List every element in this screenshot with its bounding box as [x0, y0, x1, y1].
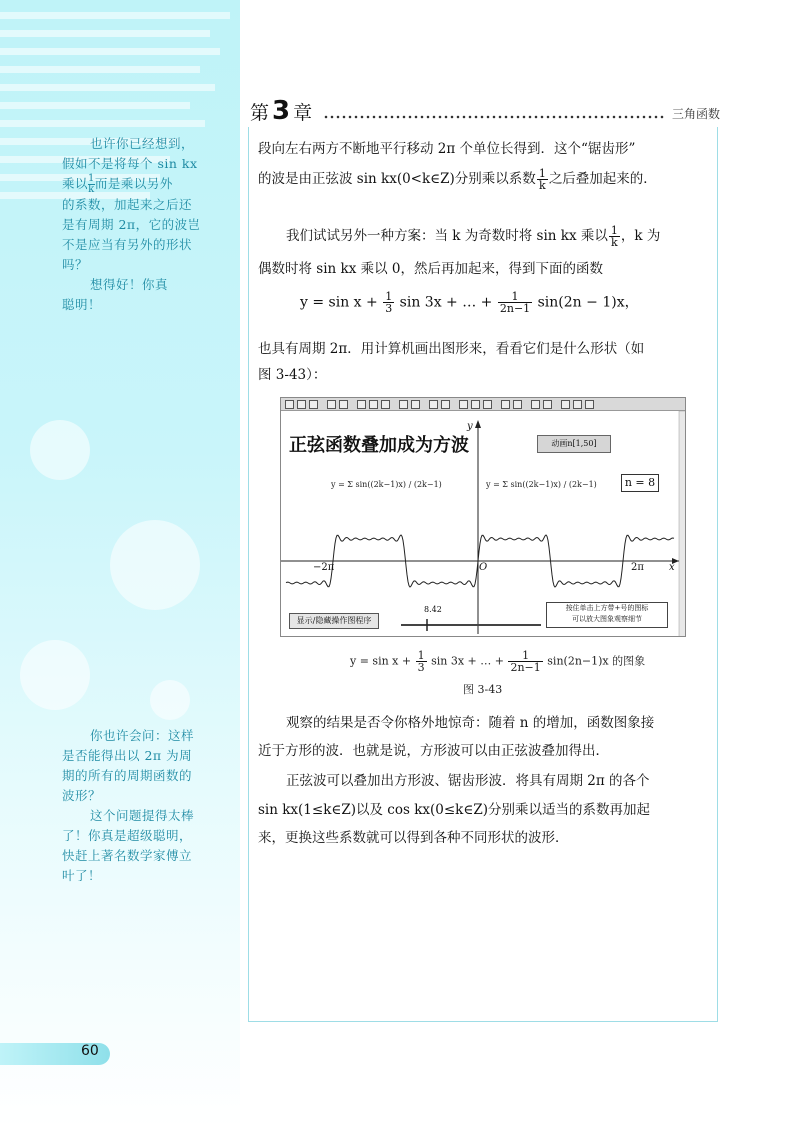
- note1-line7: 吗？: [62, 257, 89, 272]
- cap-frac-1: [416, 650, 427, 673]
- slider-value: 8.42: [424, 605, 442, 614]
- note-frac: [88, 174, 95, 195]
- eq-f2-den: 2n−1: [499, 302, 531, 315]
- paragraph-3: [258, 340, 714, 384]
- figure-title: 正弦函数叠加成为方波: [289, 435, 469, 456]
- cap-f1-den: 3: [417, 661, 425, 674]
- label-neg-2pi: −2π: [313, 562, 335, 573]
- page-number: 60: [81, 1043, 99, 1059]
- chapter-title: 三角函数: [671, 107, 720, 121]
- note-line2: 可以放大图象观察细节: [572, 615, 642, 623]
- formula-right: y = Σ sin((2k−1)x) / (2k−1): [486, 480, 597, 489]
- note3-line3: 期的所有的周期函数的: [62, 768, 193, 783]
- p1-line1: 段向左右两方不断地平行移动 2π 个单位长得到．这个“锯齿形”: [258, 141, 636, 157]
- figure-number: 图 3-43: [463, 683, 503, 696]
- p3-line1: 也具有周期 2π．用计算机画出图形来，看看它们是什么形状（如: [258, 341, 645, 357]
- note1-line4: 的系数，加起来之后还: [62, 197, 193, 212]
- frac-num-2: 1: [610, 224, 618, 237]
- note1-line2: 假如不是将每个 sin kx: [62, 156, 198, 171]
- eq-post: sin(2n − 1)x，: [537, 294, 639, 311]
- axis-label-y: y: [467, 421, 473, 432]
- equation: [300, 291, 700, 314]
- note1-line1: 也许你已经想到，: [90, 136, 195, 151]
- animate-button[interactable]: 动画n[1,50]: [537, 435, 611, 453]
- note3-line1: 你也许会问：这样: [90, 728, 195, 743]
- side-note-1: [62, 134, 222, 315]
- note-box: [546, 602, 668, 628]
- eq-frac-2: [498, 291, 532, 314]
- chapter-label: [250, 96, 313, 126]
- chapter-dots: [323, 115, 664, 119]
- eq-f2-num: 1: [498, 291, 532, 303]
- paragraph-1: [258, 140, 714, 191]
- origin-label: O: [479, 562, 488, 573]
- chapter-prefix: 第: [250, 102, 271, 124]
- chapter-suffix: 章: [293, 102, 314, 124]
- eq-pre: y = sin x +: [300, 294, 378, 311]
- note4-line1: 这个问题提得太棒: [90, 808, 195, 823]
- p1-line2-post: 之后叠加起来的．: [548, 171, 657, 187]
- note1-line3-pre: 乘以: [62, 176, 89, 191]
- note1-line6: 不是应当有另外的形状: [62, 237, 193, 252]
- note-frac-num: 1: [88, 173, 95, 184]
- cap-f2-den: 2n−1: [510, 661, 541, 674]
- p2-line1-pre: 我们试试另外一种方案：当 k 为奇数时将 sin kx 乘以: [286, 228, 608, 244]
- p4-line2: 近于方形的波．也就是说，方形波可以由正弦波叠加得出．: [258, 743, 609, 759]
- eq-mid: sin 3x + … +: [399, 294, 493, 311]
- note4-line2: 了！你真是超级聪明，: [62, 828, 193, 843]
- eq-f1-den: 3: [385, 302, 393, 315]
- side-note-2: [62, 726, 222, 886]
- note3-line4: 波形？: [62, 788, 102, 803]
- cap-frac-2: [508, 650, 542, 673]
- chapter-number: 3: [272, 96, 292, 126]
- note2-line2: 聪明！: [62, 297, 102, 312]
- eq-f1-num: 1: [385, 290, 393, 303]
- note2-line1: 想得好！你真: [90, 277, 169, 292]
- figure-caption: [350, 650, 645, 673]
- note-frac-den: k: [88, 184, 95, 195]
- formula-left: y = Σ sin((2k−1)x) / (2k−1): [331, 480, 442, 489]
- note1-line3-post: 而是乘以另外: [94, 176, 173, 191]
- p5-line3: 来，更换这些系数就可以得到各种不同形状的波形．: [258, 830, 569, 846]
- show-hide-button[interactable]: 显示/隐藏操作图程序: [289, 613, 379, 629]
- frac-num: 1: [538, 167, 546, 180]
- p2-line1: [258, 225, 714, 248]
- paragraph-2: [258, 225, 714, 248]
- p2-line1-post: ，k 为: [620, 228, 661, 244]
- paragraph-4: [258, 714, 714, 732]
- label-2pi: 2π: [631, 562, 644, 573]
- p5-line1: 正弦波可以叠加出方形波、锯齿形波．将具有周期 2π 的各个: [286, 773, 650, 789]
- axis-label-x: x: [669, 562, 675, 573]
- frac-den-2: k: [611, 236, 618, 249]
- p3-line2: 图 3-43）：: [258, 367, 327, 383]
- frac-1-over-k: [537, 168, 548, 191]
- eq-frac-1: [383, 291, 394, 314]
- p1-line2: [258, 168, 714, 191]
- note4-line3: 快赶上著名数学家傅立: [62, 848, 193, 863]
- note1-line3: [62, 174, 222, 195]
- caption-mid: sin 3x + … +: [431, 654, 504, 668]
- figure-screenshot: [280, 397, 686, 637]
- n-value-box: n = 8: [621, 474, 659, 492]
- caption-post: sin(2n−1)x 的图象: [547, 654, 646, 668]
- cap-f1-num: 1: [417, 649, 425, 662]
- note1-line5: 是有周期 2π，它的波岂: [62, 217, 201, 232]
- frac-den: k: [538, 179, 546, 192]
- p4-line1: 观察的结果是否令你格外地惊奇：随着 n 的增加，函数图象接: [286, 715, 655, 731]
- note4-line4: 叶了！: [62, 868, 102, 883]
- cap-f2-num: 1: [508, 650, 542, 662]
- chapter-header: [250, 96, 720, 126]
- note3-line2: 是否能得出以 2π 为周: [62, 748, 193, 763]
- p1-line2-pre: 的波是由正弦波 sin kx(0<k∈Z)分别乘以系数: [258, 171, 536, 187]
- note-line1: 按住单击上方带+号的图标: [565, 604, 649, 612]
- p2-line2: 偶数时将 sin kx 乘以 0，然后再加起来，得到下面的函数: [258, 261, 603, 277]
- caption-pre: y = sin x +: [350, 654, 412, 668]
- frac-1-over-k-2: [609, 225, 620, 248]
- p5-line2: sin kx(1≤k∈Z)以及 cos kx(0≤k∈Z)分别乘以适当的系数再加起: [258, 802, 650, 818]
